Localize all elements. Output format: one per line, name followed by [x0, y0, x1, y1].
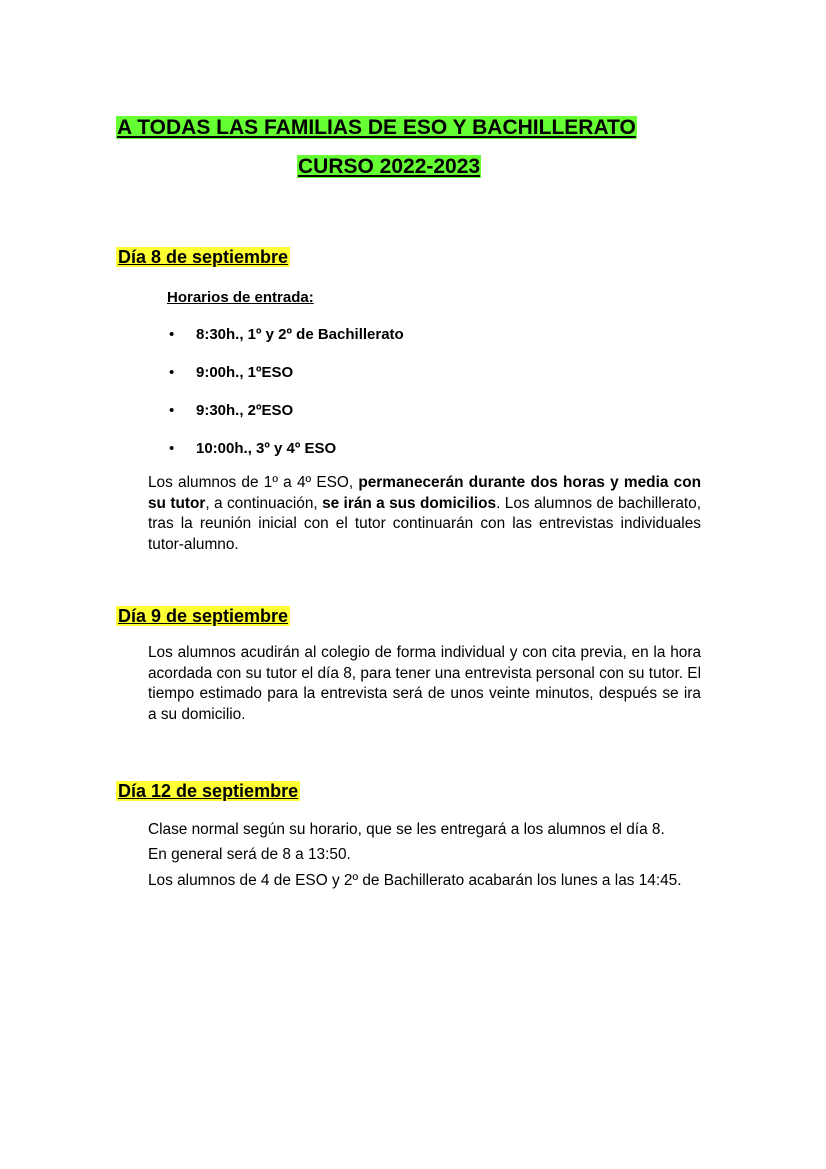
dia-8-text-2: , a continuación, — [205, 494, 323, 512]
bullet-dot-icon: • — [169, 326, 175, 343]
document-subtitle — [297, 154, 481, 179]
bullet-dot-icon: • — [169, 402, 175, 419]
document-title — [116, 115, 637, 140]
dia-8-bold-1: permanecerán durante dos horas y media con su tutor — [148, 474, 701, 512]
section-heading-dia-9-text: Día 9 de septiembre — [118, 606, 289, 626]
dia-12-line-3: Los alumnos de 4 de ESO y 2º de Bachillerato acabarán los lunes a las 14:45. — [148, 872, 682, 889]
title-line-2: CURSO 2022-2023 — [298, 155, 481, 178]
dia-8-text-3: . Los alumnos de bachillerato, tras la reunión inicial con el tutor continuarán con las entrevistas individuales tutor-alumno. — [148, 494, 701, 553]
section-heading-dia-12-text: Día 12 de septiembre — [118, 781, 299, 801]
dia-8-text-1: Los alumnos de 1º a 4º ESO, — [148, 474, 359, 491]
dia-12-line-2: En general será de 8 a 13:50. — [148, 846, 351, 863]
list-item: 8:30h., 1º y 2º de Bachillerato — [196, 326, 404, 343]
bullet-dot-icon: • — [169, 440, 175, 457]
list-item: 10:00h., 3º y 4º ESO — [196, 440, 337, 457]
dia-12-line-1: Clase normal según su horario, que se les entregará a los alumnos el día 8. — [148, 821, 665, 838]
title-line-1: A TODAS LAS FAMILIAS DE ESO Y BACHILLERATO — [117, 116, 636, 139]
section-heading-dia-8-text: Día 8 de septiembre — [118, 247, 289, 267]
section-heading-dia-9 — [116, 604, 290, 628]
section-heading-dia-8 — [116, 245, 290, 269]
dia-8-bold-2: se irán a sus domicilios — [322, 494, 497, 512]
bullet-dot-icon: • — [169, 364, 175, 381]
dia-9-paragraph: Los alumnos acudirán al colegio de forma individual y con cita previa, en la hora acordada con su tutor el día 8, para tener una entrevista personal con su tutor. El tiempo estimado para la entrevista será de unos veinte minutos, después se ira a su domicilio. — [148, 644, 701, 723]
list-item: 9:30h., 2ºESO — [196, 402, 294, 419]
section-heading-dia-12 — [116, 779, 300, 803]
dia-8-paragraph — [148, 473, 701, 555]
horarios-subheading: Horarios de entrada: — [167, 289, 314, 306]
list-item: 9:00h., 1ºESO — [196, 364, 294, 381]
